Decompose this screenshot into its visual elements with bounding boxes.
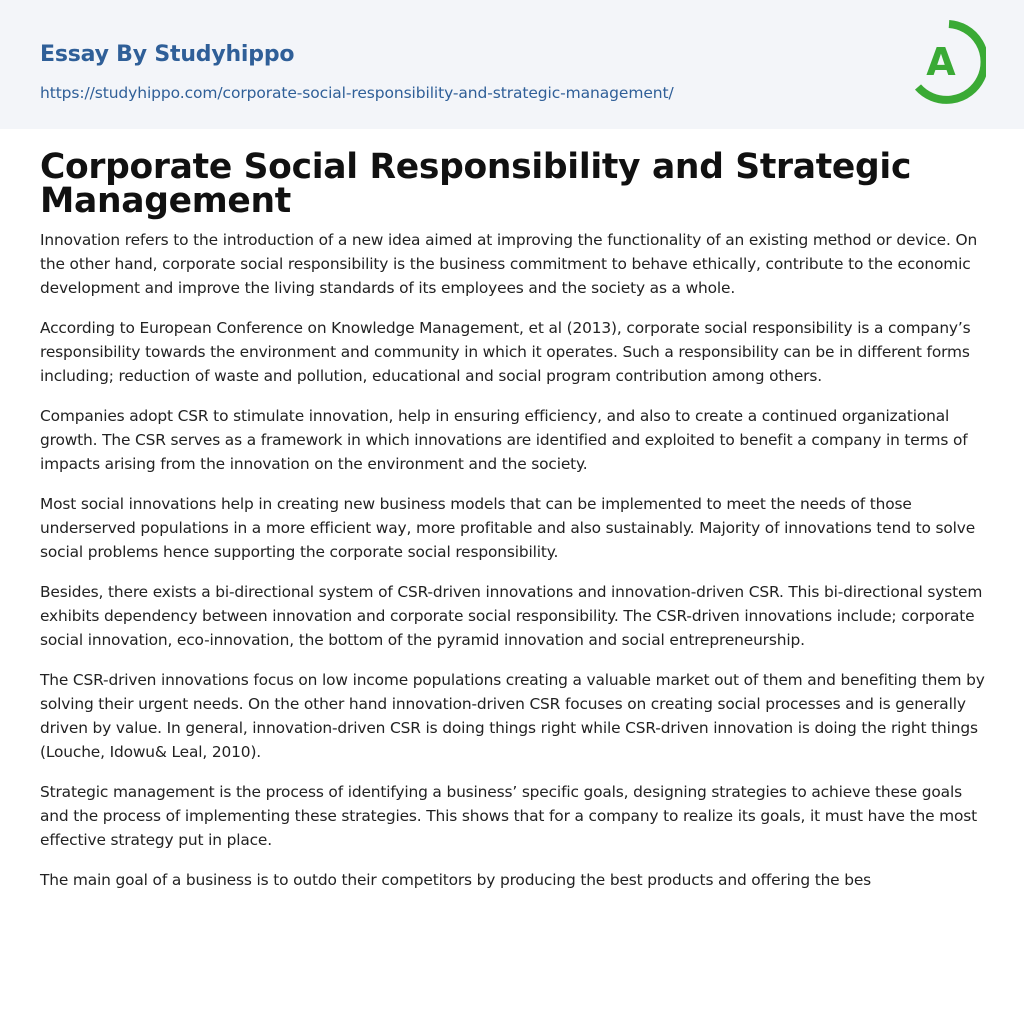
paragraph-4: Most social innovations help in creating new business models that can be implemented to meet the needs of those underserved populations in a more efficient way, more profitable and also sustainably. Majority of innovations tend to solve social problems hence supporting the corporate social responsibility. <box>40 495 976 561</box>
paragraph-1: Innovation refers to the introduction of a new idea aimed at improving the functionality of an existing method or device. On the other hand, corporate social responsibility is the business commitment to behave ethically, contribute to the economic development and improve the living standards of its employees and the society as a whole. <box>40 231 978 297</box>
paragraph-2: According to European Conference on Knowledge Management, et al (2013), corporate social responsibility is a company’s responsibility towards the environment and community in which it operates. Such a responsibility can be in different forms including; reduction of waste and pollution, educational and social program contribution among others. <box>40 319 971 385</box>
article-title: Corporate Social Responsibility and Strategic Management <box>40 147 912 221</box>
paragraph-8: The main goal of a business is to outdo their competitors by producing the best products and offering the bes <box>40 871 872 889</box>
paragraph-3: Companies adopt CSR to stimulate innovation, help in ensuring efficiency, and also to create a continued organizational growth. The CSR serves as a framework in which innovations are identified and exploited to benefit a company in terms of impacts arising from the innovation on the environment and the society. <box>40 407 968 473</box>
article-url-link[interactable]: https://studyhippo.com/corporate-social-responsibility-and-strategic-management/ <box>40 84 674 102</box>
studyhippo-logo-icon[interactable] <box>912 19 986 105</box>
article-body <box>40 228 985 908</box>
brand-title[interactable]: Essay By Studyhippo <box>40 42 295 67</box>
paragraph-7: Strategic management is the process of identifying a business’ specific goals, designing strategies to achieve these goals and the process of implementing these strategies. This shows that for a company to realize its goals, it must have the most effective strategy put in place. <box>40 783 977 849</box>
paragraph-6: The CSR-driven innovations focus on low income populations creating a valuable market out of them and benefiting them by solving their urgent needs. On the other hand innovation-driven CSR focuses on creating social processes and is generally driven by value. In general, innovation-driven CSR is doing things right while CSR-driven innovation is doing the right things (Louche, Idowu& Leal, 2010). <box>40 671 985 761</box>
site-header <box>0 0 1024 129</box>
paragraph-5: Besides, there exists a bi-directional system of CSR-driven innovations and innovation-driven CSR. This bi-directional system exhibits dependency between innovation and corporate social responsibility. The CSR-driven innovations include; corporate social innovation, eco-innovation, the bottom of the pyramid innovation and social entrepreneurship. <box>40 583 983 649</box>
logo-letter: A <box>926 40 956 84</box>
